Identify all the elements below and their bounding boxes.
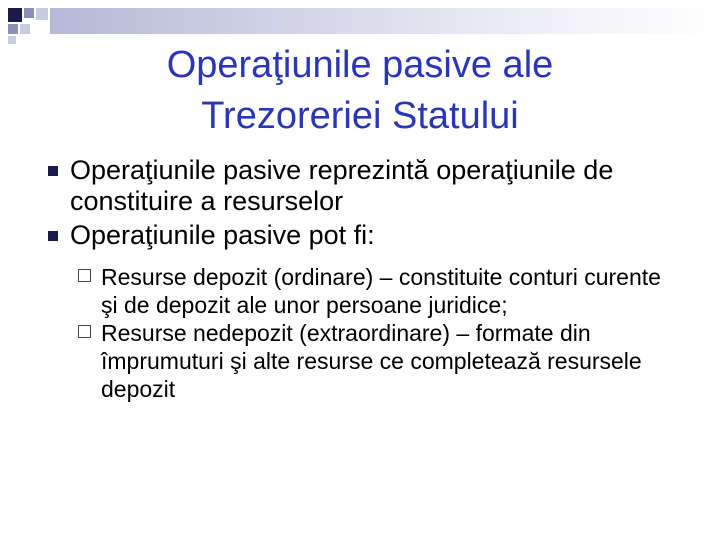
- hollow-square-bullet-icon: [78, 325, 91, 338]
- sub-bullet-item: [78, 319, 681, 403]
- bullet-text: Operaţiunile pasive reprezintă operaţiunile de constituire a resurselor: [70, 155, 614, 216]
- bullet-item: [48, 155, 688, 217]
- filled-square-bullet-icon: [48, 231, 58, 241]
- filled-square-bullet-icon: [48, 166, 58, 176]
- bullet-item: [48, 220, 688, 251]
- sub-bullet-list: [48, 263, 688, 403]
- slide-body: [48, 155, 688, 403]
- title-line-1: Operaţiunile pasive ale: [166, 44, 554, 86]
- sub-bullet-item: [78, 263, 681, 319]
- sub-bullet-text: Resurse nedepozit (extraordinare) – formate din împrumuturi şi alte resurse ce completează resursele depozit: [101, 320, 642, 402]
- bullet-text: Operaţiunile pasive pot fi:: [70, 220, 375, 250]
- header-gradient-bar: [50, 8, 720, 34]
- title-line-2: Trezoreriei Statului: [201, 95, 519, 137]
- sub-bullet-text: Resurse depozit (ordinare) – constituite conturi curente şi de depozit ale unor persoane juridice;: [101, 264, 661, 318]
- hollow-square-bullet-icon: [78, 269, 91, 282]
- slide-title: [60, 40, 660, 142]
